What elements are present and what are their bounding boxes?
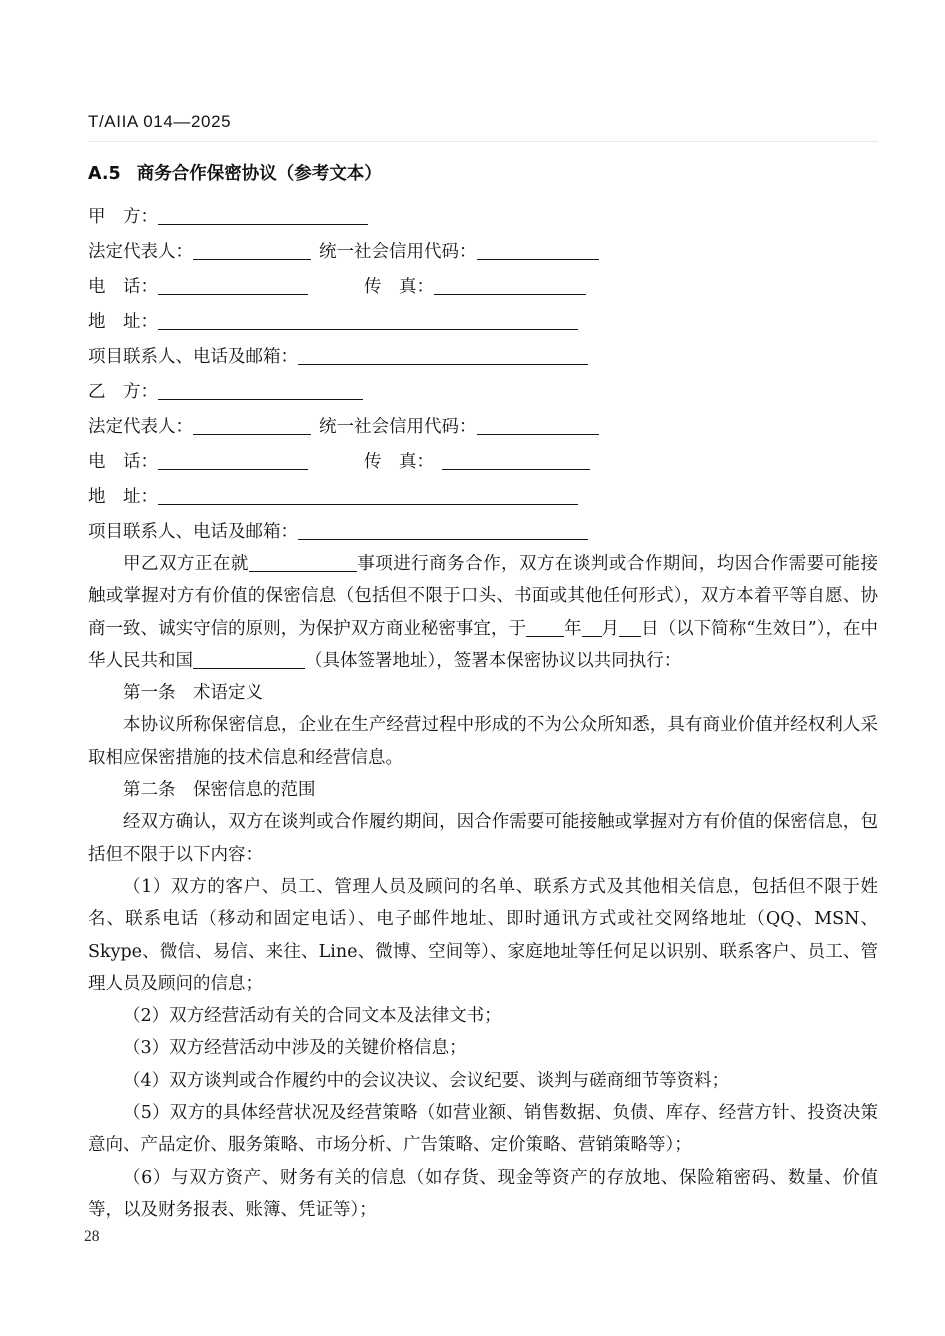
party-a-phone-field: [88, 270, 888, 305]
party-b-phone-field: [88, 445, 888, 480]
section-heading: [88, 160, 382, 185]
party-b-name-blank[interactable]: [158, 385, 363, 400]
party-b-legal-rep-blank[interactable]: [193, 420, 311, 435]
party-b-block: [88, 375, 888, 550]
preamble-day-blank[interactable]: [619, 623, 641, 637]
party-b-fax-label: 传 真：: [364, 452, 434, 472]
scope-item: （2）双方经营活动有关的合同文本及法律文书；: [123, 1006, 502, 1027]
section-title: 商务合作保密协议（参考文本）: [136, 164, 382, 184]
standard-number: T/AIIA 014—2025: [88, 112, 232, 131]
scope-item: （4）双方谈判或合作履约中的会议决议、会议纪要、谈判与磋商细节等资料；: [123, 1070, 730, 1091]
party-a-name-field: [88, 200, 888, 235]
article-2-heading: 第二条 保密信息的范围: [123, 780, 316, 801]
party-a-credit-code-label: 统一社会信用代码：: [319, 242, 477, 262]
party-b-name-field: [88, 375, 888, 410]
party-a-legal-rep-field: [88, 235, 888, 270]
party-a-contact-field: [88, 340, 888, 375]
page-number: 28: [84, 1228, 100, 1245]
scope-item: （3）双方经营活动中涉及的关键价格信息；: [123, 1038, 467, 1059]
party-a-credit-code-blank[interactable]: [477, 245, 599, 260]
preamble-place-blank[interactable]: [193, 655, 305, 669]
party-a-address-blank[interactable]: [158, 315, 578, 330]
preamble-seg1: 甲乙双方正在就: [123, 554, 249, 574]
preamble-month-label: 月: [601, 618, 620, 639]
party-a-address-label: 地 址：: [88, 312, 158, 332]
preamble-seg3: （具体签署地址），签署本保密协议以共同执行：: [305, 650, 682, 671]
preamble-seg2: 事项进行商务合作，双方在谈判或合作期间，均因合作需要可能接触或掌握对方有价值的保密信息（包括但不限于口头、书面或其他任何形式），双方本着平等自愿、协商一致、诚实守信的原则，为保护双方商业秘密事宜，于: [88, 554, 879, 639]
preamble-day-label: 日（以下简称“生效日”），在中华人民共和国: [88, 618, 879, 671]
preamble-paragraph: [88, 548, 878, 677]
section-number: A.5: [88, 164, 121, 184]
party-b-credit-code-blank[interactable]: [477, 420, 599, 435]
party-b-legal-rep-field: [88, 410, 888, 445]
party-a-block: [88, 200, 888, 375]
party-a-fax-label: 传 真：: [364, 277, 434, 297]
party-b-phone-blank[interactable]: [158, 455, 308, 470]
party-b-contact-label: 项目联系人、电话及邮箱：: [88, 522, 298, 542]
agreement-body: [88, 548, 878, 1226]
party-b-fax-blank[interactable]: [442, 455, 590, 470]
party-b-name-label: 乙 方：: [88, 382, 158, 402]
party-b-phone-label: 电 话：: [88, 452, 158, 472]
party-b-legal-rep-label: 法定代表人：: [88, 417, 193, 437]
preamble-year-blank[interactable]: [526, 623, 564, 637]
party-a-legal-rep-blank[interactable]: [193, 245, 311, 260]
article-1-heading: 第一条 术语定义: [123, 683, 263, 704]
running-header: [88, 112, 878, 132]
party-a-phone-blank[interactable]: [158, 280, 308, 295]
article-2-body: 经双方确认，双方在谈判或合作履约期间，因合作需要可能接触或掌握对方有价值的保密信息，包括但不限于以下内容：: [88, 812, 878, 865]
preamble-matter-blank[interactable]: [249, 558, 357, 572]
party-b-contact-blank[interactable]: [298, 525, 588, 540]
party-a-contact-label: 项目联系人、电话及邮箱：: [88, 347, 298, 367]
party-a-address-field: [88, 305, 888, 340]
party-b-address-blank[interactable]: [158, 490, 578, 505]
party-b-credit-code-label: 统一社会信用代码：: [319, 417, 477, 437]
header-rule: [88, 141, 878, 142]
party-a-legal-rep-label: 法定代表人：: [88, 242, 193, 262]
preamble-month-blank[interactable]: [582, 623, 602, 637]
party-b-address-field: [88, 480, 888, 515]
preamble-year-label: 年: [563, 618, 582, 639]
article-1-body: 本协议所称保密信息，企业在生产经营过程中形成的不为公众所知悉，具有商业价值并经权利人采取相应保密措施的技术信息和经营信息。: [88, 715, 878, 768]
party-a-name-label: 甲 方：: [88, 207, 158, 227]
scope-item: （1）双方的客户、员工、管理人员及顾问的名单、联系方式及其他相关信息，包括但不限于姓名、联系电话（移动和固定电话）、电子邮件地址、即时通讯方式或社交网络地址（QQ、MSN、Skype、微信、易信、来往、Line、微博、空间等）、家庭地址等任何足以识别、联系客户、员工、管理人员及顾问的信息；: [88, 876, 878, 994]
party-b-address-label: 地 址：: [88, 487, 158, 507]
party-a-fax-blank[interactable]: [434, 280, 586, 295]
party-a-phone-label: 电 话：: [88, 277, 158, 297]
party-a-name-blank[interactable]: [158, 210, 368, 225]
party-b-contact-field: [88, 515, 888, 550]
party-a-contact-blank[interactable]: [298, 350, 588, 365]
scope-item: （5）双方的具体经营状况及经营策略（如营业额、销售数据、负债、库存、经营方针、投资决策意向、产品定价、服务策略、市场分析、广告策略、定价策略、营销策略等）；: [88, 1103, 878, 1156]
scope-item: （6）与双方资产、财务有关的信息（如存货、现金等资产的存放地、保险箱密码、数量、价值等，以及财务报表、账簿、凭证等）；: [88, 1167, 878, 1220]
